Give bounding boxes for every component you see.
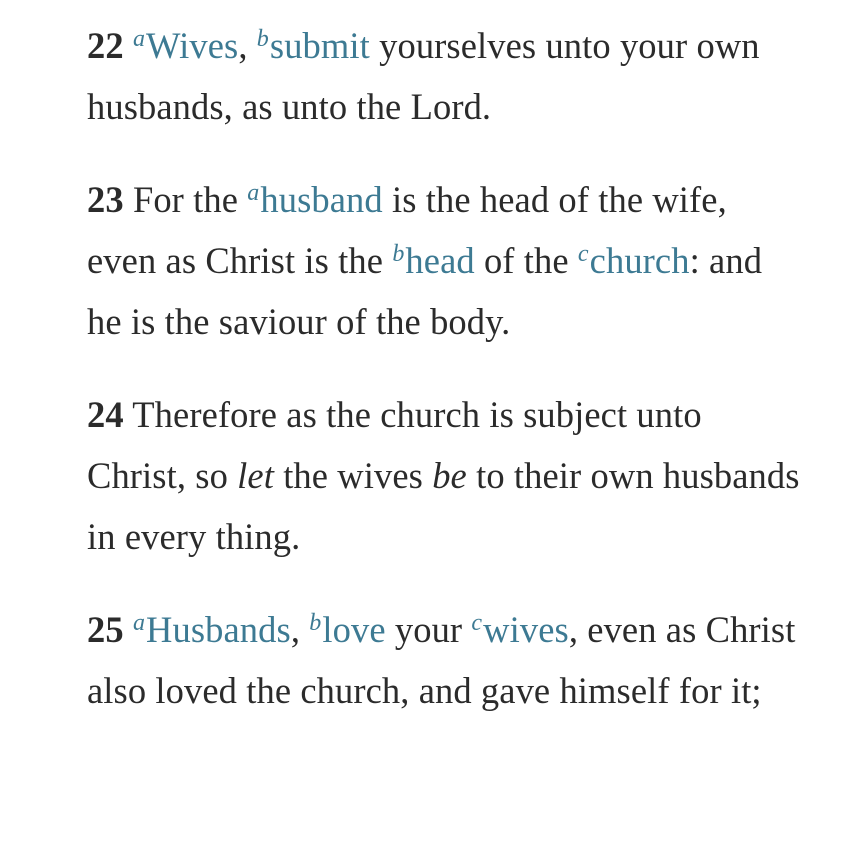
verse-24	[87, 384, 803, 567]
footnote-marker: c	[577, 241, 589, 267]
footnote-word: husband	[260, 179, 383, 220]
verse-text: ,	[290, 609, 310, 650]
verse-text: the wives	[273, 455, 433, 496]
verse-text: to their own husbands in every thing.	[87, 455, 800, 557]
footnote-marker: a	[132, 26, 146, 52]
verse-text: ,	[238, 25, 257, 66]
verse-text: Therefore as the church is subject unto Christ, so	[87, 394, 702, 496]
footnote-link-wives[interactable]	[133, 25, 238, 66]
verse-text: , even as Christ also loved the church, and gave himself for it;	[87, 609, 796, 711]
footnote-link-husband[interactable]	[247, 179, 382, 220]
italic-word: let	[237, 455, 274, 496]
footnote-link-head[interactable]	[392, 240, 474, 281]
footnote-link-wives-25[interactable]	[471, 609, 568, 650]
verse-text: is the head of the wife, even as Christ is the	[87, 179, 727, 281]
footnote-marker: b	[392, 241, 405, 267]
verse-text: of the	[474, 240, 578, 281]
footnote-marker: a	[132, 610, 146, 636]
footnote-link-husbands[interactable]	[133, 609, 291, 650]
verse-text: your	[385, 609, 472, 650]
footnote-link-submit[interactable]	[257, 25, 370, 66]
verse-number: 23	[87, 179, 124, 220]
footnote-word: submit	[269, 25, 370, 66]
footnote-marker: b	[256, 26, 269, 52]
footnote-link-church[interactable]	[578, 240, 690, 281]
verse-text: : and he is the saviour of the body.	[87, 240, 763, 342]
verse-text: For the	[132, 179, 248, 220]
footnote-marker: b	[309, 610, 322, 636]
footnote-word: love	[322, 609, 386, 650]
footnote-word: wives	[483, 609, 569, 650]
verse-number: 22	[87, 25, 124, 66]
verse-22	[87, 15, 803, 137]
footnote-word: Wives	[146, 25, 239, 66]
footnote-marker: a	[247, 180, 260, 206]
verse-text: yourselves unto your own husbands, as unto the Lord.	[87, 25, 760, 127]
footnote-marker: c	[471, 610, 483, 636]
footnote-word: Husbands	[146, 609, 291, 650]
verse-number: 24	[87, 394, 124, 435]
verse-25	[87, 599, 803, 721]
footnote-link-love[interactable]	[309, 609, 385, 650]
verse-number: 25	[87, 609, 124, 650]
footnote-word: head	[405, 240, 475, 281]
verse-23	[87, 169, 803, 352]
italic-word: be	[432, 455, 467, 496]
footnote-word: church	[589, 240, 690, 281]
